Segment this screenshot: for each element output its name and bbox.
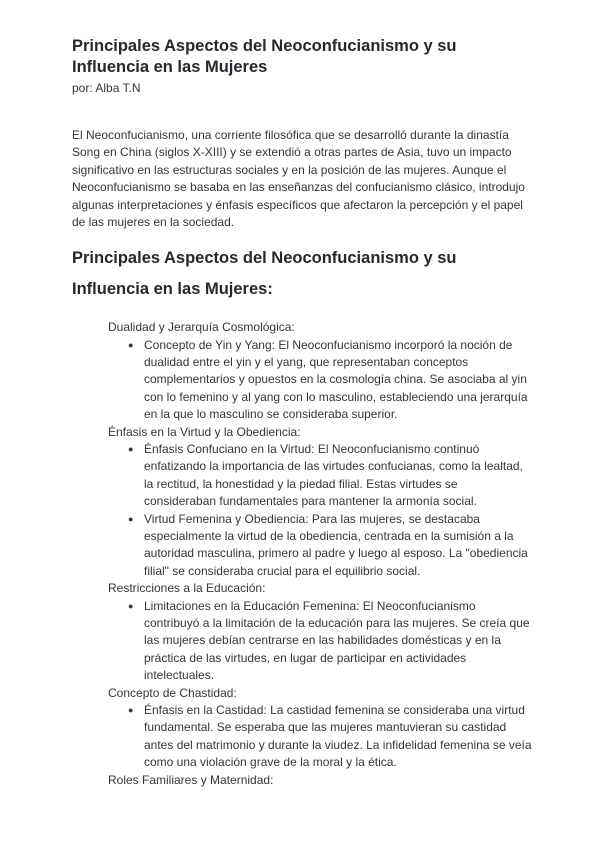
bullet-list — [108, 598, 532, 685]
bullet-item — [108, 702, 532, 772]
bullet-dot-icon: ● — [128, 705, 134, 716]
bullet-list — [108, 702, 532, 772]
bullet-list — [108, 337, 532, 424]
intro-paragraph: El Neoconfucianismo, una corriente filosófica que se desarrolló durante la dinastía Song en China (siglos X-XIII) y se extendió a otras partes de Asia, tuvo un impacto significativo en las estructuras sociales y en la posición de las mujeres. Aunque el Neoconfucianismo se basaba en las enseñanzas del confucianismo clásico, introdujo algunas interpretaciones y énfasis específicos que afectaron la percepción y el papel de las mujeres en la sociedad. — [72, 128, 525, 230]
document-title: Principales Aspectos del Neoconfucianismo y su Influencia en las Mujeres — [72, 37, 457, 76]
topic-heading: Dualidad y Jerarquía Cosmológica: — [108, 320, 295, 335]
bullet-dot-icon: ● — [128, 443, 134, 454]
topic-heading: Concepto de Chastidad: — [108, 685, 237, 700]
bullet-item — [108, 337, 532, 424]
bullet-item — [108, 441, 532, 511]
bullet-text: Limitaciones en la Educación Femenina: El Neoconfucianismo contribuyó a la limitación de la educación para las mujeres. Se creía que las mujeres debían centrarse en las habilidades domésticas y en la práctica de las virtudes, en lugar de participar en actividades intelectuales. — [144, 598, 530, 683]
bullet-dot-icon: ● — [128, 339, 134, 350]
bullet-item — [108, 598, 532, 685]
bullet-text: Énfasis en la Castidad: La castidad femenina se consideraba una virtud fundamental. Se esperaba que las mujeres mantuvieran su castidad antes del matrimonio y durante la viudez. La infidelidad femenina se veía como una violación grave de la moral y la ética. — [144, 703, 532, 770]
section-title: Principales Aspectos del Neoconfucianismo y su Influencia en las Mujeres: — [72, 249, 457, 299]
bullet-text: Virtud Femenina y Obediencia: Para las mujeres, se destacaba especialmente la virtud de la obediencia, centrada en la sumisión a la autoridad masculina, primero al padre y luego al esposo. La "obediencia filial" se consideraba crucial para el equilibrio social. — [144, 511, 528, 578]
topics-list — [108, 319, 532, 789]
bullet-dot-icon: ● — [128, 600, 134, 611]
bullet-dot-icon: ● — [128, 513, 134, 524]
topic-heading: Restricciones a la Educación: — [108, 581, 266, 596]
author-byline: por: Alba T.N — [72, 81, 141, 95]
topic-heading: Énfasis en la Virtud y la Obediencia: — [108, 424, 301, 439]
bullet-list — [108, 441, 532, 580]
bullet-item — [108, 511, 532, 581]
bullet-text: Concepto de Yin y Yang: El Neoconfucianismo incorporó la noción de dualidad entre el yin y el yang, que representaban conceptos complementarios y opuestos en la cosmología china. Se asociaba al yin con lo femenino y al yang con lo masculino, estableciendo una jerarquía en la que lo masculino se consideraba superior. — [144, 337, 528, 422]
bullet-text: Énfasis Confuciano en la Virtud: El Neoconfucianismo continuó enfatizando la importancia de las virtudes confucianas, como la lealtad, la rectitud, la honestidad y la piedad filial. Estas virtudes se consideraban fundamentales para mantener la armonía social. — [144, 441, 523, 509]
document-page — [72, 36, 532, 789]
topic-heading: Roles Familiares y Maternidad: — [108, 772, 274, 787]
